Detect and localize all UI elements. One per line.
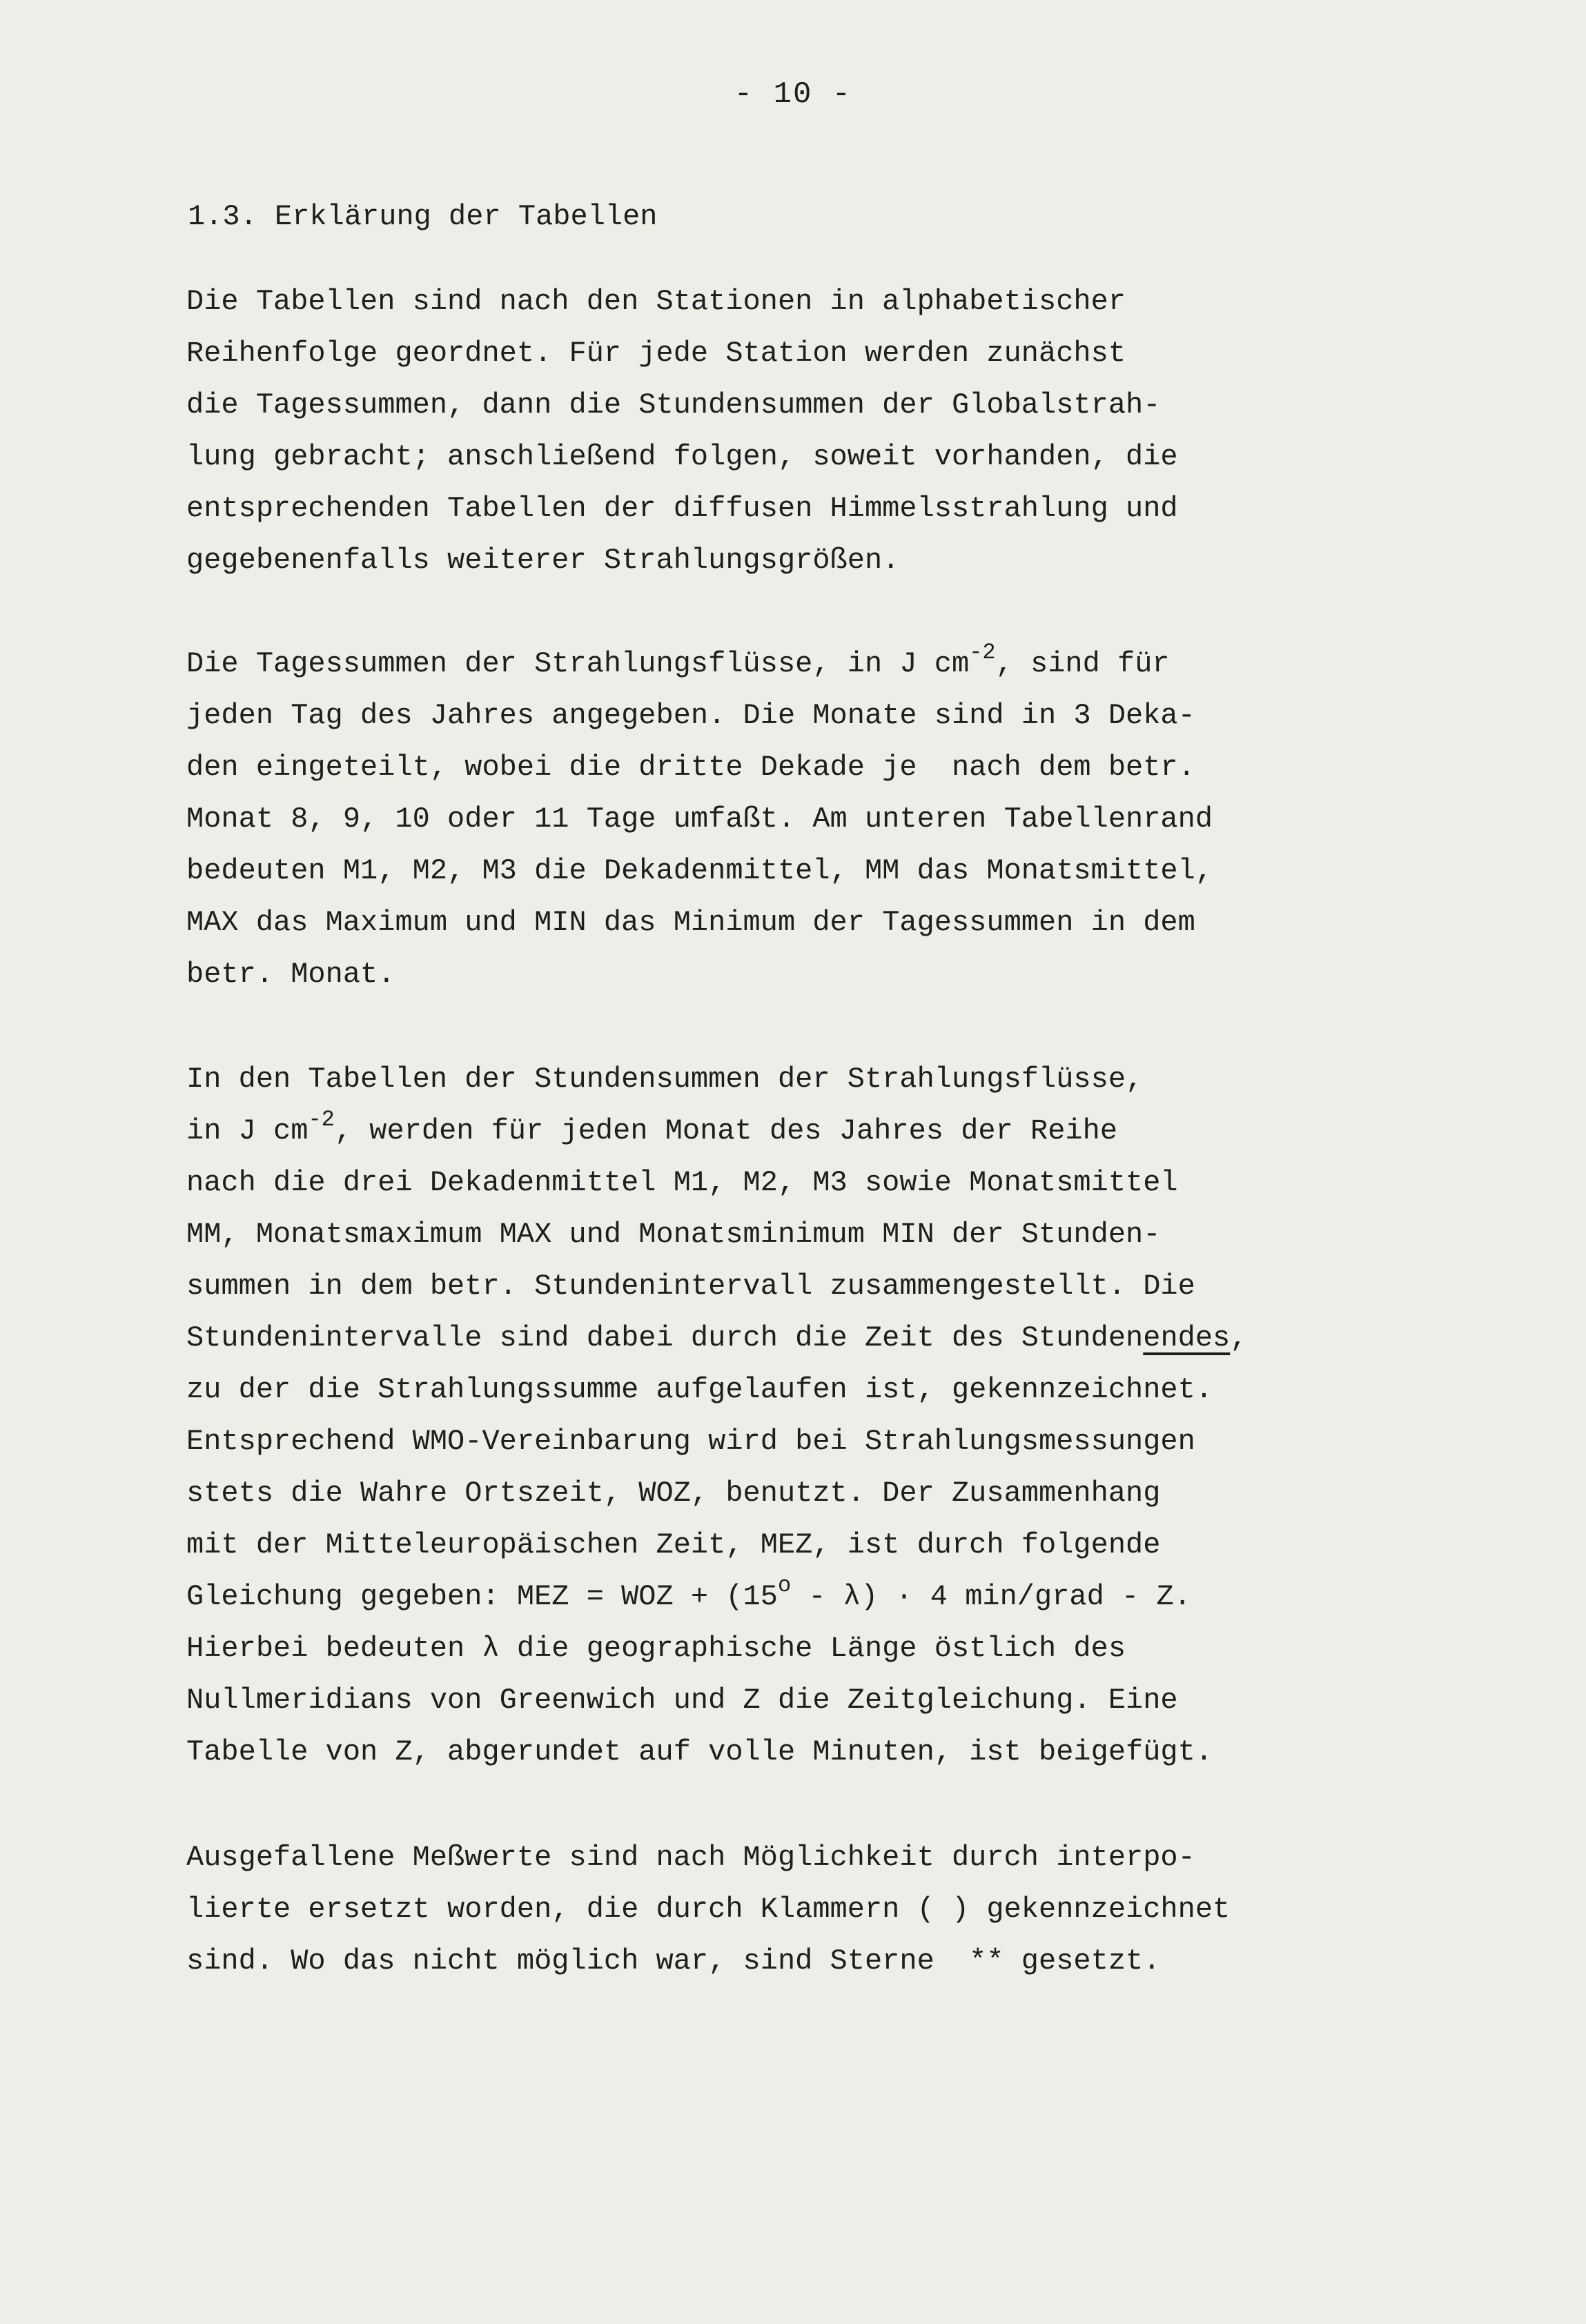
text-line: jeden Tag des Jahres angegeben. Die Monate sind in 3 Deka- <box>186 699 1195 732</box>
text-line: Monat 8, 9, 10 oder 11 Tage umfaßt. Am unteren Tabellenrand <box>186 802 1213 836</box>
text-line: In den Tabellen der Stundensummen der Strahlungsflüsse, <box>186 1063 1144 1096</box>
section-heading: 1.3. Erklärung der Tabellen <box>188 200 658 233</box>
superscript: -2 <box>308 1107 335 1132</box>
text-line: Entsprechend WMO-Vereinbarung wird bei Strahlungsmessungen <box>186 1425 1195 1458</box>
paragraph-1 <box>186 276 1498 587</box>
text-line: lierte ersetzt worden, die durch Klammern ( ) gekennzeichnet <box>186 1893 1231 1926</box>
text-span: , werden für jeden Monat des Jahres der Reihe <box>334 1114 1118 1148</box>
paragraph-4 <box>186 1832 1498 1987</box>
page-number: - 10 - <box>734 77 852 112</box>
text-span: in J cm <box>186 1114 309 1148</box>
text-line: bedeuten M1, M2, M3 die Dekadenmittel, MM das Monatsmittel, <box>186 854 1213 887</box>
text-span: , <box>1230 1321 1248 1355</box>
text-line: Hierbei bedeuten λ die geographische Länge östlich des <box>186 1632 1126 1665</box>
text-line: stets die Wahre Ortszeit, WOZ, benutzt. Der Zusammenhang <box>186 1477 1161 1510</box>
text-line: MM, Monatsmaximum MAX und Monatsminimum MIN der Stunden- <box>186 1218 1161 1251</box>
text-line: Reihenfolge geordnet. Für jede Station werden zunächst <box>186 337 1126 370</box>
text-line <box>186 1312 1498 1364</box>
text-line: betr. Monat. <box>186 958 395 991</box>
text-line: lung gebracht; anschließend folgen, soweit vorhanden, die <box>186 440 1178 473</box>
text-span: Gleichung gegeben: MEZ = WOZ + (15 <box>186 1580 778 1613</box>
text-line: mit der Mitteleuropäischen Zeit, MEZ, ist durch folgende <box>186 1528 1161 1562</box>
underlined-text: endes <box>1143 1321 1231 1355</box>
text-span: Die Tagessummen der Strahlungsflüsse, in J cm <box>186 647 970 680</box>
text-line: zu der die Strahlungssumme aufgelaufen ist, gekennzeichnet. <box>186 1373 1213 1406</box>
text-line: Die Tabellen sind nach den Stationen in alphabetischer <box>186 285 1126 318</box>
paragraph-2 <box>186 638 1498 1001</box>
equation-line <box>186 1571 1498 1623</box>
text-line: Tabelle von Z, abgerundet auf volle Minuten, ist beigefügt. <box>186 1735 1213 1769</box>
text-line: nach die drei Dekadenmittel M1, M2, M3 sowie Monatsmittel <box>186 1166 1178 1199</box>
superscript: o <box>777 1573 792 1598</box>
text-line: gegebenenfalls weiterer Strahlungsgrößen. <box>186 544 900 577</box>
text-line: MAX das Maximum und MIN das Minimum der Tagessummen in dem <box>186 906 1195 939</box>
text-line <box>186 638 1498 690</box>
text-line: sind. Wo das nicht möglich war, sind Sterne ** gesetzt. <box>186 1944 1161 1978</box>
text-line: Ausgefallene Meßwerte sind nach Möglichkeit durch interpo- <box>186 1841 1195 1874</box>
text-span: - λ) · 4 min/grad - Z. <box>791 1580 1191 1613</box>
text-line <box>186 1105 1498 1157</box>
text-line: den eingeteilt, wobei die dritte Dekade je nach dem betr. <box>186 751 1195 784</box>
text-line: Nullmeridians von Greenwich und Z die Zeitgleichung. Eine <box>186 1684 1178 1717</box>
text-line: die Tagessummen, dann die Stundensummen der Globalstrah- <box>186 388 1161 422</box>
text-line: summen in dem betr. Stundenintervall zusammengestellt. Die <box>186 1270 1195 1303</box>
text-span: Stundenintervalle sind dabei durch die Zeit des Stunden <box>186 1321 1144 1355</box>
text-span: , sind für <box>995 647 1170 680</box>
superscript: -2 <box>969 640 996 665</box>
text-line: entsprechenden Tabellen der diffusen Himmelsstrahlung und <box>186 492 1178 525</box>
paragraph-3 <box>186 1054 1498 1778</box>
